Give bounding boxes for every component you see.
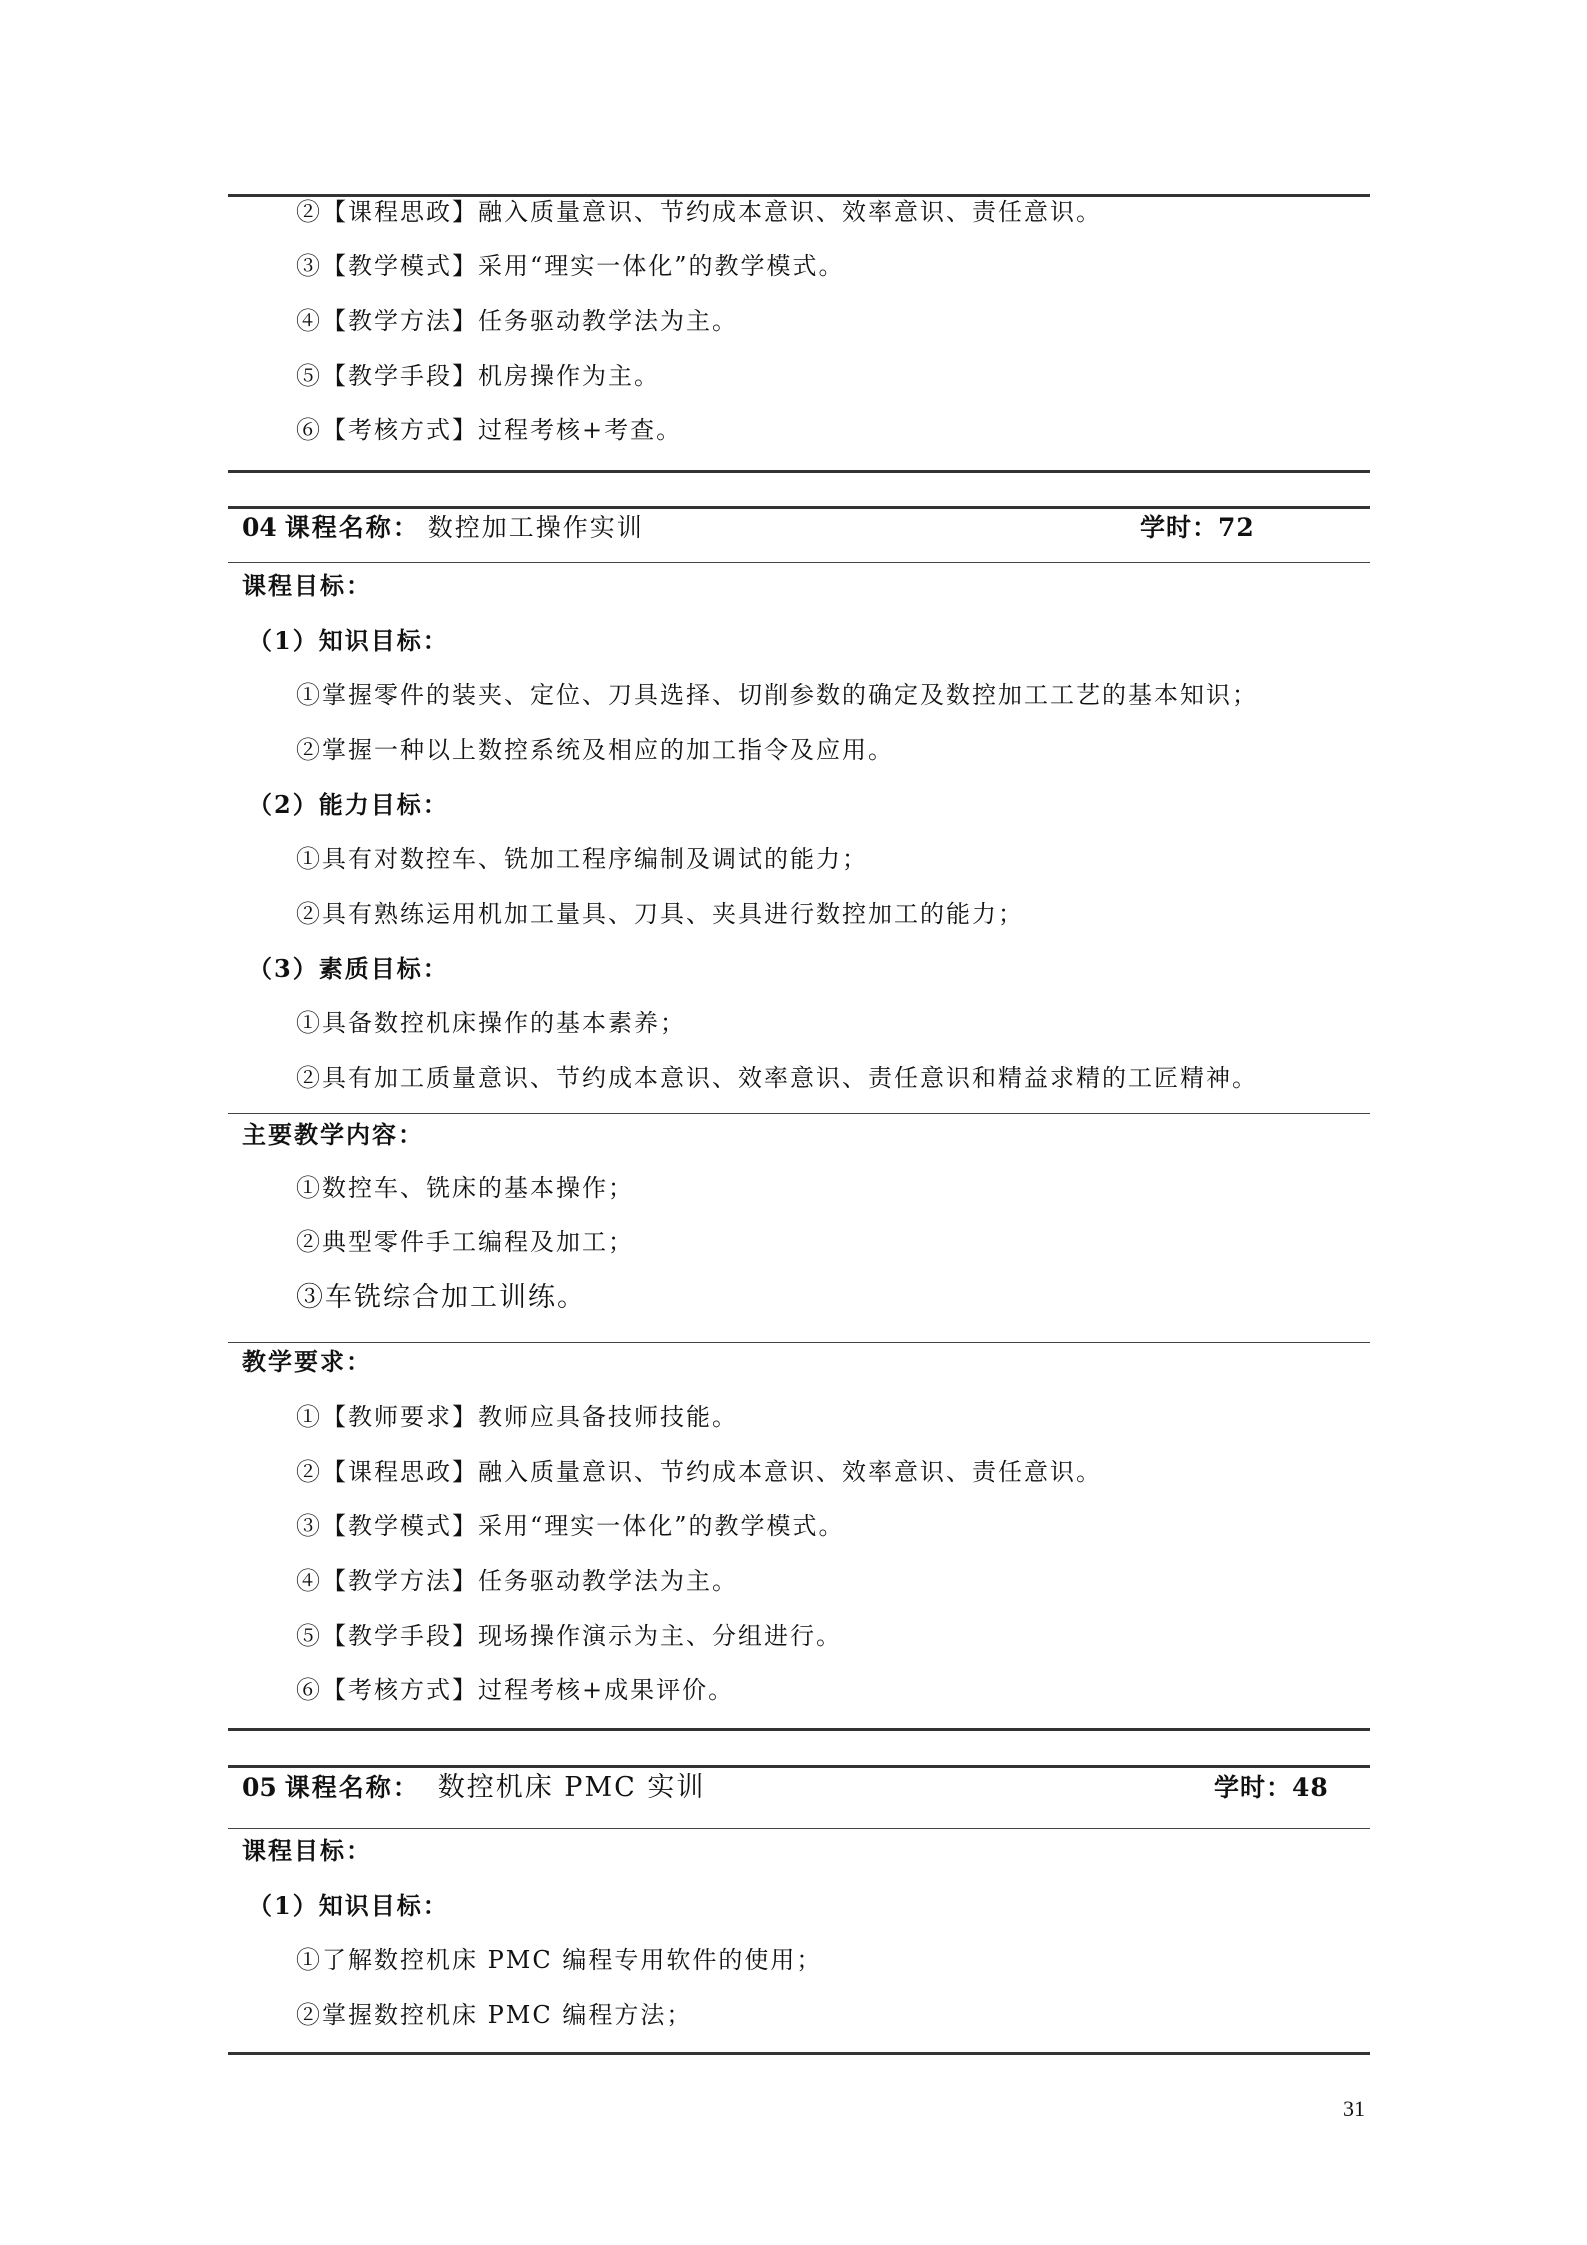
course05-knowledge-heading: （1）知识目标： <box>248 1891 449 1920</box>
course04-name-label: 课程名称： <box>284 513 420 542</box>
course04-requirement-line: ③【教学模式】采用“理实一体化”的教学模式。 <box>296 1512 845 1540</box>
course04-knowledge-line: ①掌握零件的装夹、定位、刀具选择、切削参数的确定及数控加工工艺的基本知识； <box>296 681 1258 709</box>
course04-content-line: ②典型零件手工编程及加工； <box>296 1228 634 1256</box>
course04-bottom-rule <box>228 1728 1370 1731</box>
course04-knowledge-line: ②掌握一种以上数控系统及相应的加工指令及应用。 <box>296 736 894 764</box>
course04-quality-heading: （3）素质目标： <box>248 954 449 983</box>
course04-quality-line: ②具有加工质量意识、节约成本意识、效率意识、责任意识和精益求精的工匠精神。 <box>296 1064 1258 1092</box>
course04-hours <box>1140 511 1255 545</box>
course04-divider <box>228 1113 1370 1114</box>
course05-bottom-rule <box>228 2052 1370 2055</box>
table-bottom-rule <box>228 470 1370 473</box>
course04-hours-value: 72 <box>1218 513 1255 542</box>
course04-header-rule <box>228 562 1370 563</box>
course04-top-rule <box>228 506 1370 509</box>
course05-header-rule <box>228 1828 1370 1829</box>
course04-content-heading: 主要教学内容： <box>242 1120 424 1149</box>
course04-divider <box>228 1342 1370 1343</box>
course04-quality-line: ①具备数控机床操作的基本素养； <box>296 1009 686 1037</box>
course04-ability-line: ①具有对数控车、铣加工程序编制及调试的能力； <box>296 845 868 873</box>
course04-requirements-heading: 教学要求： <box>242 1347 372 1376</box>
course05-hours-value: 48 <box>1292 1773 1329 1802</box>
course04-requirement-line: ②【课程思政】融入质量意识、节约成本意识、效率意识、责任意识。 <box>296 1458 1102 1486</box>
course05-knowledge-line: ②掌握数控机床 PMC 编程方法； <box>296 2001 693 2029</box>
course04-number: 04 <box>242 513 277 542</box>
course04-requirement-line: ⑥【考核方式】过程考核+成果评价。 <box>296 1676 735 1704</box>
requirement-line: ④【教学方法】任务驱动教学法为主。 <box>296 307 738 335</box>
course04-requirement-line: ⑤【教学手段】现场操作演示为主、分组进行。 <box>296 1622 842 1650</box>
course04-requirement-line: ④【教学方法】任务驱动教学法为主。 <box>296 1567 738 1595</box>
requirement-line: ③【教学模式】采用“理实一体化”的教学模式。 <box>296 252 845 280</box>
course05-objectives-heading: 课程目标： <box>242 1836 372 1865</box>
course04-ability-line: ②具有熟练运用机加工量具、刀具、夹具进行数控加工的能力； <box>296 900 1024 928</box>
course04-content-line: ①数控车、铣床的基本操作； <box>296 1174 634 1202</box>
course04-hours-label: 学时： <box>1140 513 1219 542</box>
course05-name-label: 课程名称： <box>284 1773 420 1802</box>
course04-header <box>242 511 1362 545</box>
requirement-line: ②【课程思政】融入质量意识、节约成本意识、效率意识、责任意识。 <box>296 198 1102 226</box>
course04-ability-heading: （2）能力目标： <box>248 790 449 819</box>
course04-knowledge-heading: （1）知识目标： <box>248 626 449 655</box>
course05-top-rule <box>228 1765 1370 1768</box>
course04-name: 数控加工操作实训 <box>427 513 644 542</box>
course05-number: 05 <box>242 1773 277 1802</box>
course05-name: 数控机床 PMC 实训 <box>437 1772 706 1803</box>
course05-hours <box>1214 1771 1329 1805</box>
page-number: 31 <box>1343 2096 1365 2121</box>
requirement-line: ⑤【教学手段】机房操作为主。 <box>296 362 660 390</box>
course05-hours-label: 学时： <box>1214 1773 1293 1802</box>
course04-objectives-heading: 课程目标： <box>242 571 372 600</box>
course05-knowledge-line: ①了解数控机床 PMC 编程专用软件的使用； <box>296 1946 823 1974</box>
course04-content-line: ③车铣综合加工训练。 <box>296 1282 586 1313</box>
course04-requirement-line: ①【教师要求】教师应具备技师技能。 <box>296 1403 738 1431</box>
requirement-line: ⑥【考核方式】过程考核+考查。 <box>296 416 683 444</box>
course05-header <box>242 1771 1362 1805</box>
